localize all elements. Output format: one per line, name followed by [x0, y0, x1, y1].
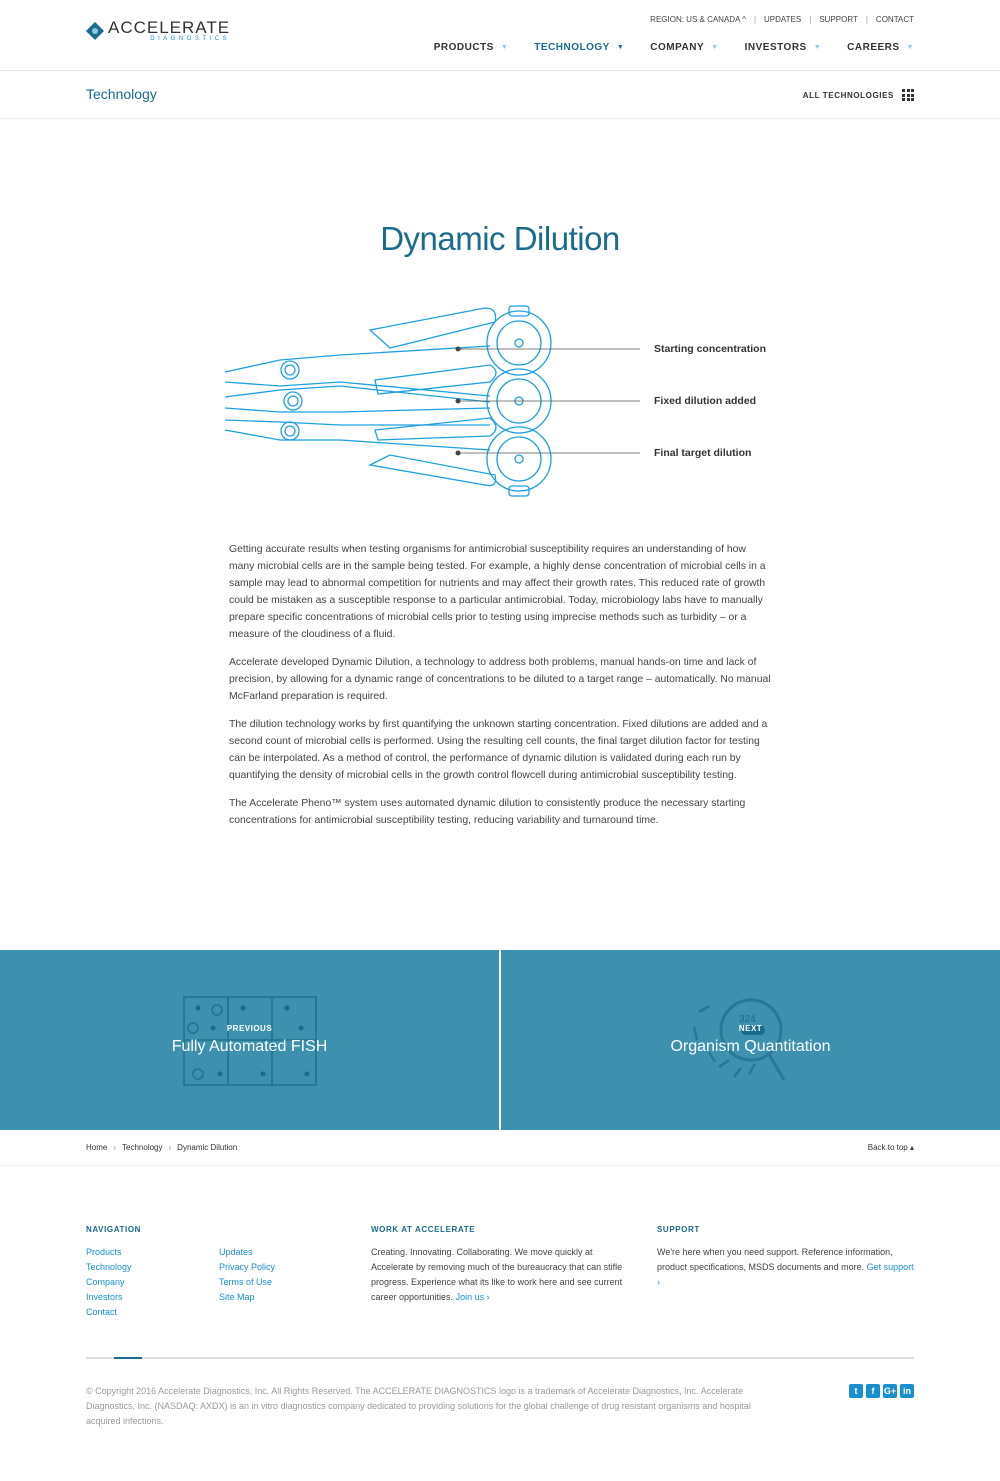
footer-link-technology[interactable]: Technology — [86, 1262, 132, 1272]
footer-link-terms[interactable]: Terms of Use — [219, 1277, 273, 1287]
nav-technology[interactable] — [534, 42, 624, 53]
nav-careers[interactable] — [847, 42, 914, 53]
facebook-icon[interactable]: f — [866, 1384, 880, 1398]
next-label: NEXT — [738, 1024, 763, 1033]
main-nav — [434, 42, 914, 53]
label-starting-concentration: Starting concentration — [654, 343, 767, 355]
footer-divider — [86, 1357, 914, 1359]
footer-work — [371, 1222, 629, 1305]
copyright: © Copyright 2016 Accelerate Diagnostics, Inc. All Rights Reserved. The ACCELERATE DIAGNOSTICS logo is a trademark of Accelerate Diagnostics, Inc. Accelerate Diagnostics, Inc. (NASDAQ: AXDX) is an in vitro diagnostics company dedicated to providing solutions for the global challenge of drug resistant organisms and hospital acquired infections. — [86, 1386, 751, 1426]
breadcrumb-bar — [0, 1130, 1000, 1166]
footer-link-privacy[interactable]: Privacy Policy — [219, 1262, 276, 1272]
back-to-top-link[interactable]: Back to top ▴ — [867, 1143, 914, 1152]
footer-link-products[interactable]: Products — [86, 1247, 122, 1257]
paragraph: The Accelerate Pheno™ system uses automated dynamic dilution to consistently produce the necessary starting concentrations for antimicrobial susceptibility testing, reducing variability and turnaround time. — [229, 798, 746, 826]
nav-label: CAREERS — [847, 42, 900, 53]
previous-link[interactable] — [0, 950, 499, 1130]
footer-link-company[interactable]: Company — [86, 1277, 125, 1287]
article-body — [229, 541, 771, 840]
nav-label: PRODUCTS — [433, 42, 494, 53]
all-technologies-button[interactable] — [803, 89, 914, 101]
logo[interactable] — [86, 20, 230, 42]
breadcrumb-home[interactable]: Home — [86, 1143, 108, 1152]
twitter-icon[interactable]: t — [849, 1384, 863, 1398]
chevron-down-icon: ▼ — [500, 44, 509, 51]
chevron-down-icon: ▼ — [711, 44, 719, 51]
label-fixed-dilution: Fixed dilution added — [654, 395, 757, 407]
footer-heading: NAVIGATION — [86, 1225, 142, 1234]
footer-heading: WORK AT ACCELERATE — [371, 1225, 476, 1234]
footer-link-contact[interactable]: Contact — [86, 1307, 118, 1317]
nav-investors[interactable] — [745, 42, 822, 53]
google-plus-icon[interactable]: G+ — [883, 1386, 897, 1396]
linkedin-icon[interactable]: in — [900, 1384, 914, 1398]
paragraph: Getting accurate results when testing organisms for antimicrobial susceptibility requires an understanding of how many microbial cells are in the sample being tested. For example, a highly dense concentration of microbial cells in a sample may lead to abnormal competition for nutrients and may affect their growth rates. This reduced rate of growth could be mistaken as a susceptible response to a particular antimicrobial. Today, microbiology labs have to manually prepare specific concentrations of microbial cells prior to testing using imprecise methods such as turbidity – or a measure of the cloudiness of a fluid. — [229, 544, 766, 640]
chevron-right-icon: › — [113, 1143, 117, 1152]
support-link[interactable]: SUPPORT — [819, 15, 858, 24]
paragraph: Accelerate developed Dynamic Dilution, a technology to address both problems, manual hands-on time and lack of precision, by allowing for a dynamic range of concentrations to be diluted to a target range – automatically. No manual McFarland preparation is required. — [229, 657, 771, 702]
get-support-link[interactable]: Get support › — [657, 1262, 914, 1287]
footer-support — [657, 1222, 917, 1290]
updates-link[interactable]: UPDATES — [764, 15, 802, 24]
dynamic-dilution-diagram — [220, 300, 650, 500]
grid-icon — [902, 89, 914, 101]
magnifier-number: 324 — [739, 1014, 756, 1025]
nav-label: COMPANY — [650, 42, 705, 53]
previous-label: PREVIOUS — [226, 1024, 273, 1033]
logo-subtext: DIAGNOSTICS — [150, 36, 231, 42]
section-header — [0, 71, 1000, 119]
breadcrumb-technology[interactable]: Technology — [122, 1143, 163, 1152]
footer-link-sitemap[interactable]: Site Map — [219, 1292, 255, 1302]
work-text: Creating. Innovating. Collaborating. We move quickly at Accelerate by removing much of the bureaucracy that can stifle progress. Experience what its like to work here and see current career opportunities. — [371, 1247, 623, 1302]
previous-title: Fully Automated FISH — [171, 1038, 328, 1055]
pager — [0, 950, 1000, 1130]
nav-products[interactable] — [434, 42, 509, 53]
footer-navigation — [86, 1222, 346, 1320]
utility-nav: REGION: US & CANADA ^ | UPDATES | SUPPORT | CONTACT — [650, 15, 914, 24]
nav-company[interactable] — [650, 42, 718, 53]
section-title: Technology — [86, 86, 157, 102]
logo-text: ACCELERATE — [108, 18, 231, 37]
chevron-down-icon: ▼ — [616, 44, 625, 51]
site-header — [0, 0, 1000, 71]
footer-link-investors[interactable]: Investors — [86, 1292, 123, 1302]
support-text: We're here when you need support. Reference information, product specifications, MSDS documents and more. — [657, 1247, 893, 1272]
chevron-right-icon: › — [168, 1143, 172, 1152]
nav-label: INVESTORS — [744, 42, 807, 53]
chevron-down-icon: ▼ — [813, 44, 822, 51]
contact-link[interactable]: CONTACT — [875, 15, 914, 24]
logo-icon — [86, 22, 104, 40]
footer-heading: SUPPORT — [657, 1225, 700, 1234]
page-title: Dynamic Dilution — [380, 220, 620, 257]
next-link[interactable] — [501, 950, 1000, 1130]
label-final-target: Final target dilution — [654, 447, 752, 459]
join-us-link[interactable]: Join us › — [455, 1292, 490, 1302]
nav-label: TECHNOLOGY — [534, 42, 610, 53]
paragraph: The dilution technology works by first quantifying the unknown starting concentration. Fixed dilutions are added and a second count of microbial cells is performed. Using the resulting cell counts, the final target dilution factor for testing can be interpolated. As a method of control, the performance of dynamic dilution is validated during each run by quantifying the density of microbial cells in the growth control flowcell during antimicrobial susceptibility testing. — [229, 719, 768, 781]
region-selector[interactable]: REGION: US & CANADA ^ — [650, 15, 746, 24]
next-title: Organism Quantitation — [670, 1038, 831, 1055]
breadcrumb-current: Dynamic Dilution — [177, 1143, 238, 1152]
chevron-down-icon: ▼ — [906, 44, 914, 51]
social-links — [849, 1384, 914, 1398]
breadcrumb — [86, 1143, 237, 1152]
all-technologies-label: ALL TECHNOLOGIES — [802, 90, 894, 100]
footer-link-updates[interactable]: Updates — [219, 1247, 253, 1257]
